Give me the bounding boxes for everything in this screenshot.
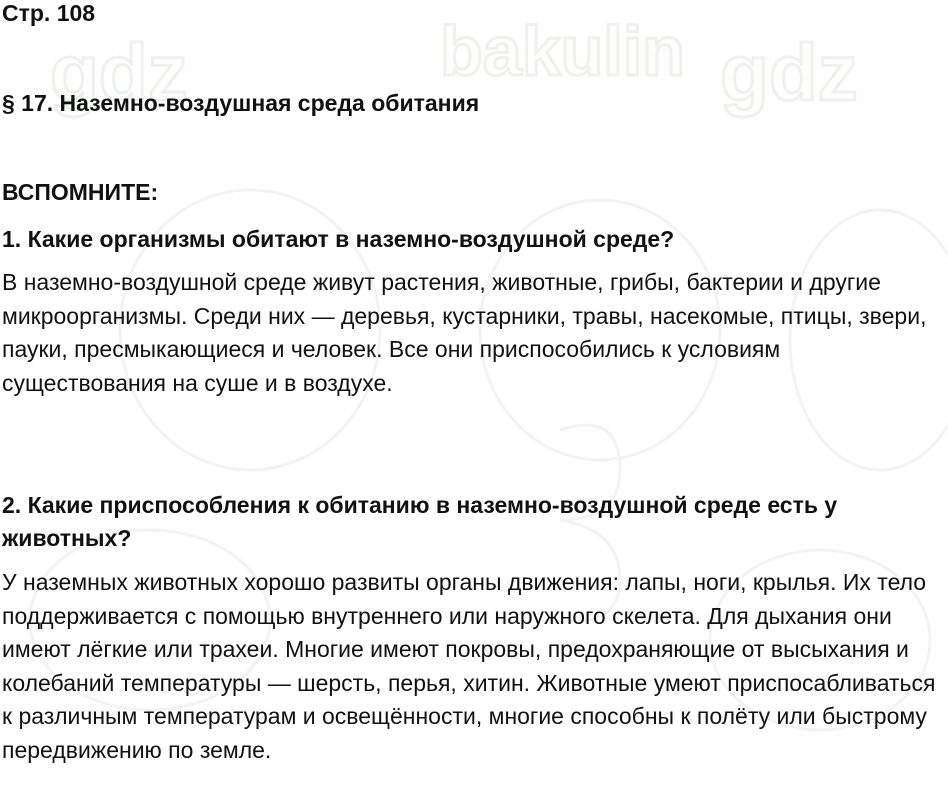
watermark-mark: gdz <box>720 28 858 117</box>
watermark-mark: gdz <box>50 28 188 117</box>
section-title: § 17. Наземно-воздушная среда обитания <box>2 90 480 116</box>
answer-1: В наземно-воздушной среде живут растения, животные, грибы, бактерии и другие микроорганизмы. Среди них — деревья, кустарники, травы, насекомые, птицы, звери, пауки, пресмыкающиеся и человек. Все они приспособились к условиям существования на суше и в воздухе. <box>2 269 927 396</box>
page-reference: Стр. 108 <box>2 0 96 26</box>
question-2: 2. Какие приспособления к обитанию в наземно-воздушной среде есть у животных? <box>2 492 838 551</box>
remember-heading: ВСПОМНИТЕ: <box>2 179 159 205</box>
question-1: 1. Какие организмы обитают в наземно-воздушной среде? <box>2 226 675 252</box>
watermark-mark: bakulin <box>440 12 686 90</box>
answer-2: У наземных животных хорошо развиты органы движения: лапы, ноги, крылья. Их тело поддерживается с помощью внутреннего или наружного скелета. Для дыхания они имеют лёгкие или трахеи. Многие имеют покровы, предохраняющие от высыхания и колебаний температуры — шерсть, перья, хитин. Животные умеют приспосабливаться к различным температурам и освещённости, многие способны к полёту или быстрому передвижению по земле. <box>2 569 936 763</box>
